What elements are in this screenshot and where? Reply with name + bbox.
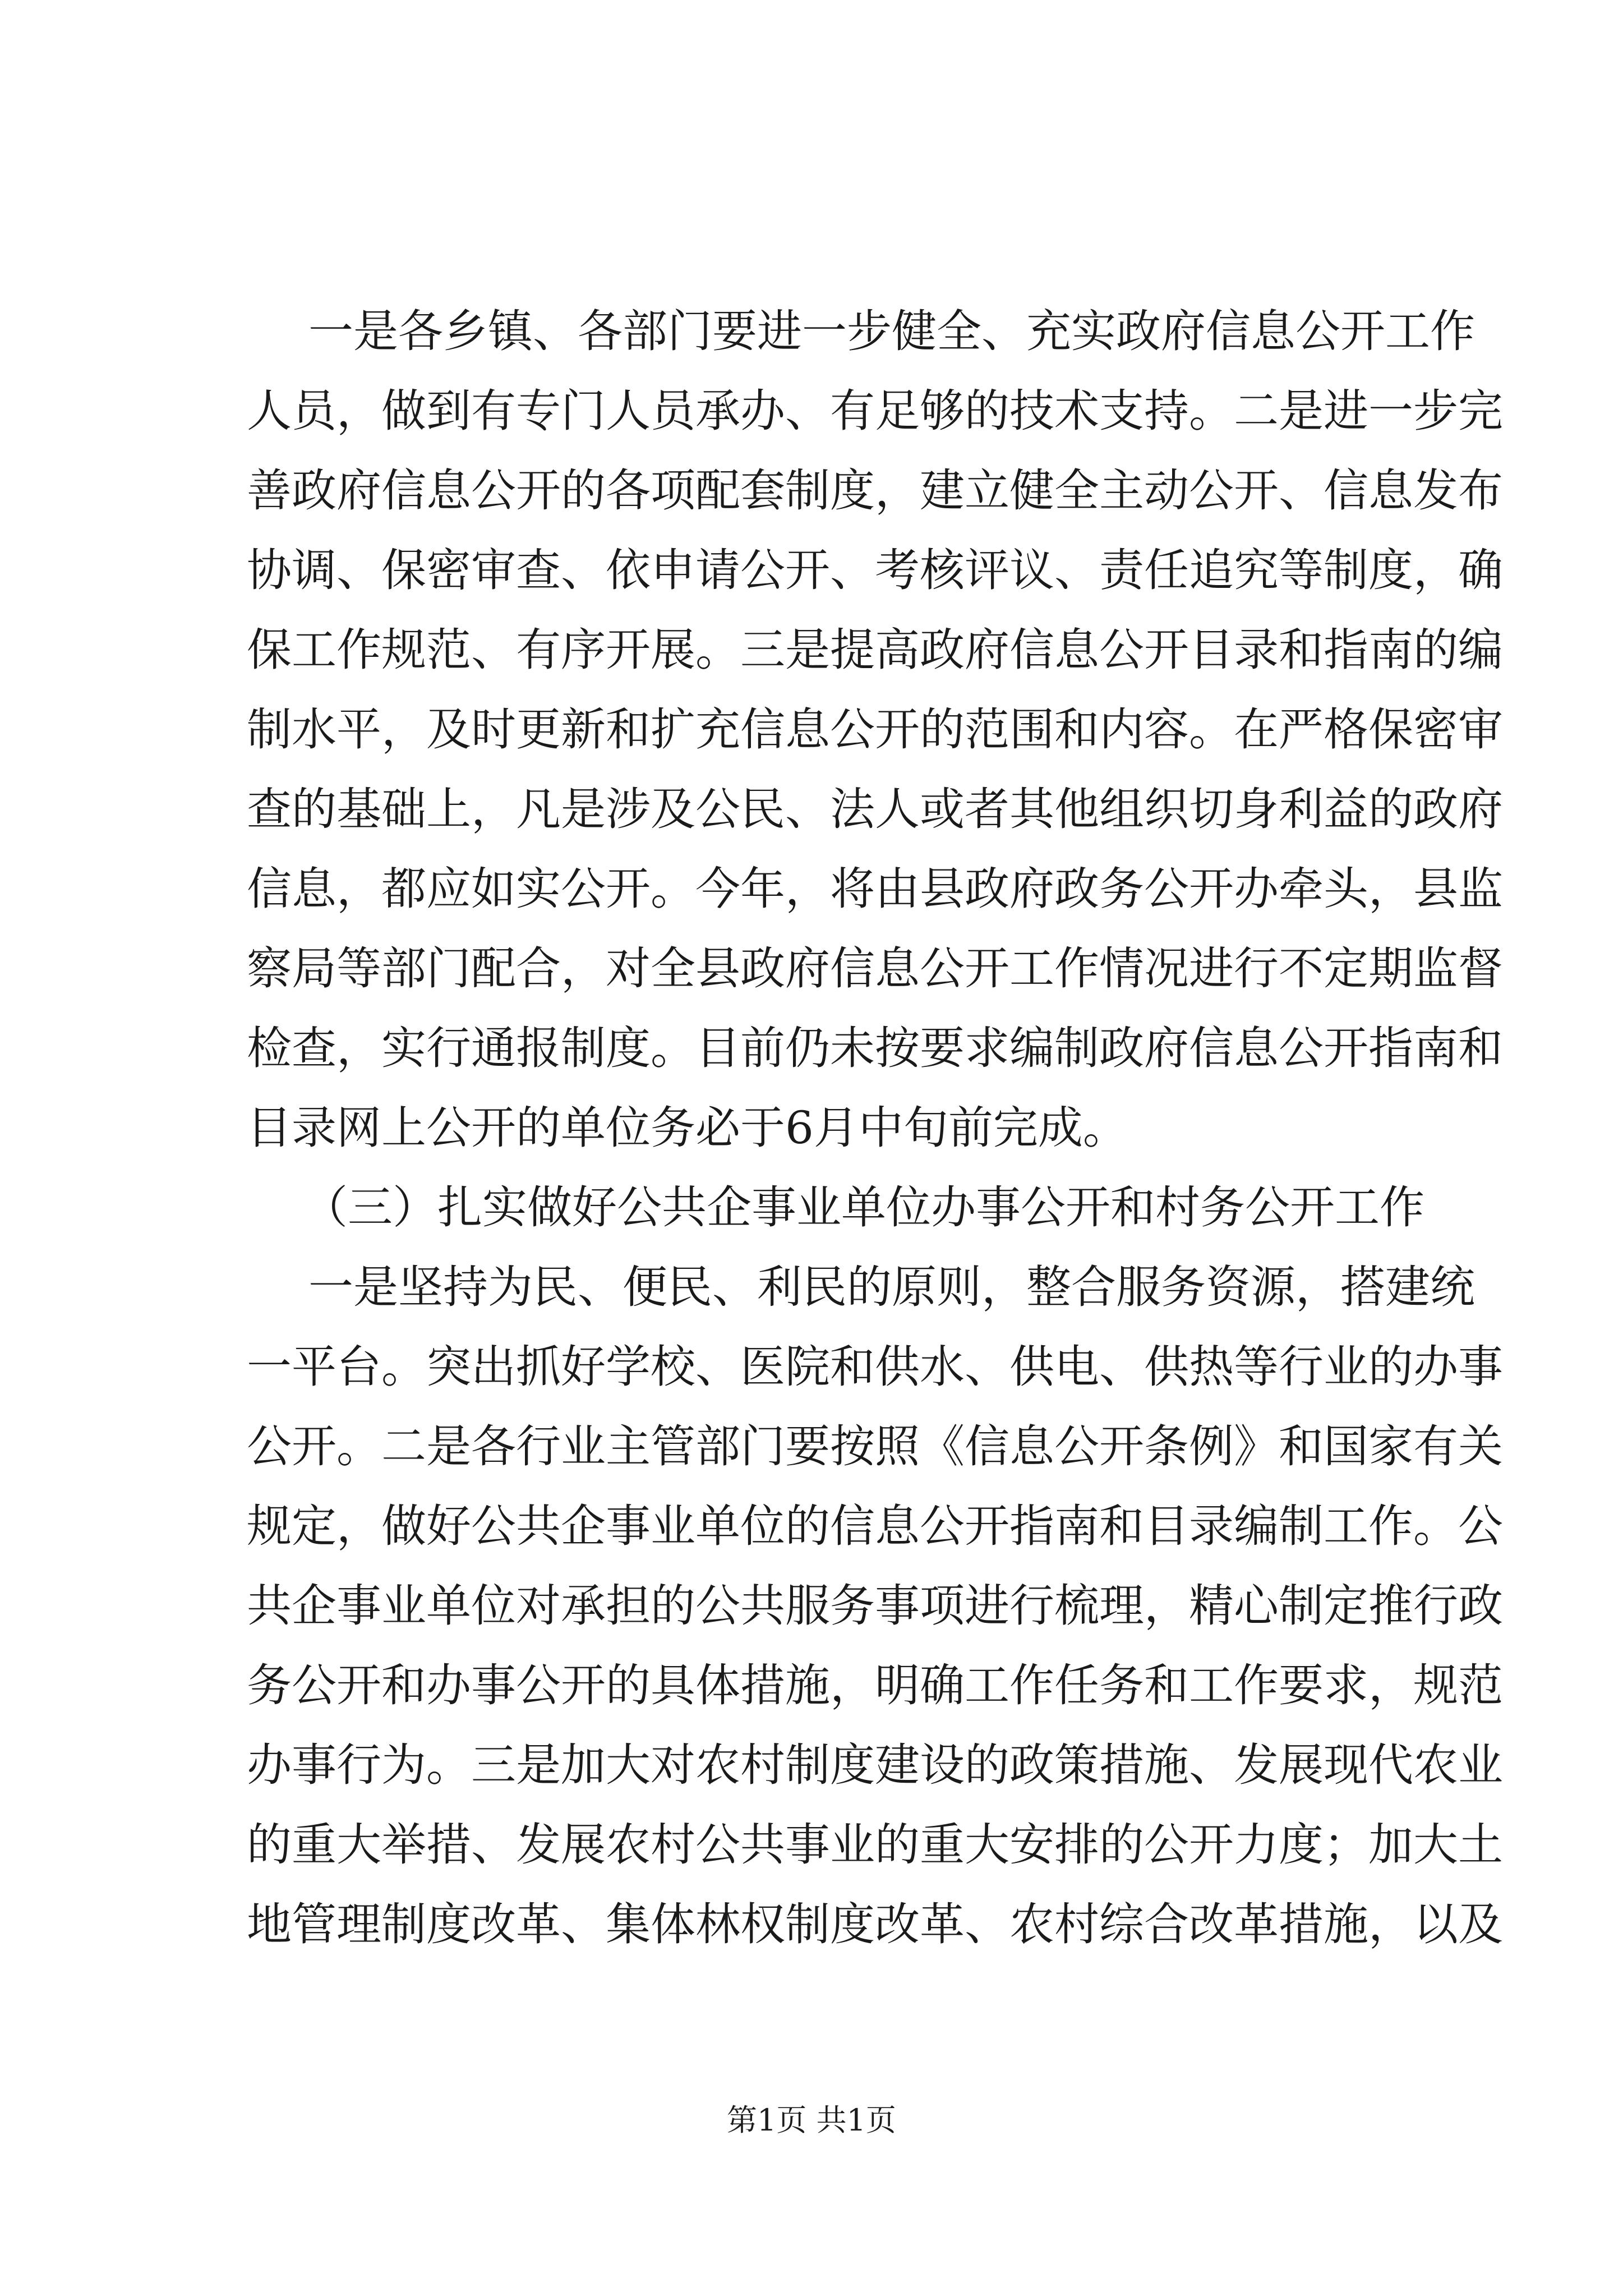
paragraph-line: 保工作规范、有序开展。三是提高政府信息公开目录和指南的编 — [247, 624, 1503, 676]
paragraph-line: 人员，做到有专门人员承办、有足够的技术支持。二是进一步完 — [247, 385, 1503, 437]
paragraph-line: 制水平，及时更新和扩充信息公开的范围和内容。在严格保密审 — [247, 703, 1503, 756]
document-body — [247, 292, 1503, 1964]
paragraph-line: 的重大举措、发展农村公共事业的重大安排的公开力度；加大土 — [247, 1819, 1503, 1871]
paragraph-line: 务公开和办事公开的具体措施，明确工作任务和工作要求，规范 — [247, 1659, 1503, 1711]
page-footer: 第1页 共1页 — [727, 2102, 896, 2138]
section-heading: （三）扎实做好公共企事业单位办事公开和村务公开工作 — [303, 1181, 1424, 1234]
paragraph-line: 一是各乡镇、各部门要进一步健全、充实政府信息公开工作 — [308, 305, 1475, 357]
paragraph-line: 地管理制度改革、集体林权制度改革、农村综合改革措施，以及 — [247, 1898, 1503, 1950]
paragraph-line: 检查，实行通报制度。目前仍未按要求编制政府信息公开指南和 — [247, 1022, 1503, 1074]
paragraph-line: 共企事业单位对承担的公共服务事项进行梳理，精心制定推行政 — [247, 1580, 1503, 1632]
paragraph-line: 善政府信息公开的各项配套制度，建立健全主动公开、信息发布 — [247, 464, 1503, 517]
paragraph-line: 信息，都应如实公开。今年，将由县政府政务公开办牵头，县监 — [247, 863, 1503, 915]
paragraph-line: 一平台。突出抓好学校、医院和供水、供电、供热等行业的办事 — [247, 1341, 1503, 1393]
paragraph-line: 一是坚持为民、便民、利民的原则，整合服务资源，搭建统 — [308, 1261, 1475, 1313]
paragraph-line: 协调、保密审查、依申请公开、考核评议、责任追究等制度，确 — [247, 544, 1503, 596]
paragraph-line: 办事行为。三是加大对农村制度建设的政策措施、发展现代农业 — [247, 1739, 1503, 1791]
paragraph-line: 目录网上公开的单位务必于6月中旬前完成。 — [247, 1102, 1128, 1154]
paragraph-line: 察局等部门配合，对全县政府信息公开工作情况进行不定期监督 — [247, 942, 1503, 995]
paragraph-line: 公开。二是各行业主管部门要按照《信息公开条例》和国家有关 — [247, 1420, 1503, 1473]
paragraph-line: 规定，做好公共企事业单位的信息公开指南和目录编制工作。公 — [247, 1500, 1503, 1552]
paragraph-line: 查的基础上，凡是涉及公民、法人或者其他组织切身利益的政府 — [247, 783, 1503, 835]
